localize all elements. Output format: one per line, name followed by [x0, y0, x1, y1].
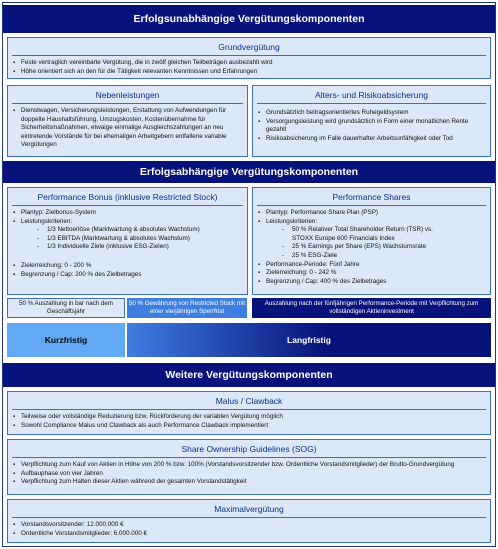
maximum-compensation-box: [7, 499, 491, 543]
list-item: ▪ Höhe orientiert sich an den für die Tätigkeit relevanten Kenntnissen und Erfahrungen: [21, 68, 486, 77]
list-item: ▪ Zielerreichung: 0 - 200 %: [21, 262, 141, 271]
list-item: ▪ Versorgungsleistung wird grundsätzlich in Form einer monatlichen Rente gezahlt: [266, 118, 486, 135]
list-item: ▪ Grundsätzlich beitragsorientiertes Ruhegeldsystem: [266, 109, 486, 118]
list-item: ▪ Verpflichtung zum Halten dieser Aktien während der gesamten Vorstandstätigkeit: [21, 478, 486, 487]
long-term-label: Langfristig: [127, 323, 491, 357]
box-title: Share Ownership Guidelines (SOG): [181, 444, 317, 454]
list-item: ▪ Begrenzung / Cap: 400 % des Zielbetrages: [266, 278, 486, 287]
short-term-label: Kurzfristig: [7, 323, 125, 357]
list-item: ▪ Begrenzung / Cap: 200 % des Zielbetrages: [21, 271, 141, 280]
section-further-header: Weitere Vergütungskomponenten: [3, 363, 495, 387]
restricted-stock-bar: 50 % Gewährung von Restricted Stock mit einer vierjährigen Sperrfrist: [127, 298, 247, 318]
box-title: Alters- und Risikoabsicherung: [315, 90, 428, 100]
base-salary-box: [7, 37, 491, 79]
performance-bonus-box: [7, 187, 248, 295]
list-item: ▪ Verpflichtung zum Kauf von Aktien in Höhe von 200 % bzw. 100% (Vorstandsvorsitzender bzw. Ordentliche Vorstandsmitglieder) der Brutto-Grundvergütung: [21, 461, 486, 470]
share-payout-bar: Auszahlung nach der fünfjährigen Performance-Periode mit Verpflichtung zum vollständigen Aktieninvestment: [252, 298, 491, 318]
list-item: ▪ Sowohl Compliance Malus und Clawback als auch Performance Clawback implementiert: [21, 422, 486, 431]
box-title: Grundvergütung: [218, 42, 280, 52]
list-subitem: - 1/3 Nettoerlöse (Marktwartung & absolutes Wachstum): [21, 226, 243, 235]
box-title: Nebenleistungen: [95, 90, 160, 100]
cash-payout-bar: 50 % Auszahlung in bar nach dem Geschäftsjahr: [7, 298, 125, 318]
list-item: ▪ Feste vertraglich vereinbarte Vergütung, die in zwölf gleichen Teilbeträgen ausbezahlt wird: [21, 59, 486, 68]
box-title: Malus / Clawback: [215, 396, 283, 406]
list-item: ▪ Leistungskriterien:: [21, 218, 243, 227]
list-item: ▪ Ordentliche Vorstandsmitglieder: 6.000.000 €: [21, 530, 486, 539]
malus-clawback-box: [7, 391, 491, 435]
fringe-benefits-box: [7, 85, 248, 157]
box-title: Performance Shares: [332, 192, 411, 202]
performance-shares-box: [252, 187, 491, 295]
list-item: ▪ Risikoabsicherung im Falle dauerhafter Arbeitsunfähigkeit oder Tod: [266, 135, 486, 144]
list-item: ▪ Plantyp: Performance Share Plan (PSP): [266, 209, 486, 218]
list-subitem: - 50 % Relativer Total Shareholder Return (TSR) vs.: [266, 226, 486, 235]
list-subitem: - 1/3 Individuelle Ziele (inklusive ESG-Zielen): [21, 243, 243, 252]
pension-box: [252, 85, 491, 157]
list-item: ▪ Aufbauphase von vier Jahren: [21, 470, 486, 479]
share-ownership-box: [7, 439, 491, 495]
box-title: Maximalvergütung: [214, 504, 284, 514]
list-subitem: - 25 % ESG-Ziele: [266, 252, 486, 261]
list-item: ▪ Leistungskriterien:: [266, 218, 486, 227]
box-title: Performance Bonus (inklusive Restricted Stock): [37, 192, 218, 202]
list-subitem-continuation: STOXX Europe 600 Financials Index: [292, 234, 395, 242]
list-item: ▪ Plantyp: Zielbonus-System: [21, 209, 243, 218]
compensation-diagram: [2, 2, 496, 547]
list-item: ▪ Vorstandsvorsitzender: 12.000.000 €: [21, 521, 486, 530]
list-item: ▪ Dienstwagen, Versicherungsleistungen, Erstattung von Aufwendungen für doppelte Haushaltsführung, Umzugskosten, Kostenübernahme für Sicherheitsmaßnahmen, etwaige einmalige Ausgleichszahlungen an neu eintretende Vorstände für bei ehemaligen Arbeitgebern entfallene variable Vergütungen: [21, 107, 243, 150]
section-dependent-header: Erfolgsabhängige Vergütungskomponenten: [3, 161, 495, 183]
list-item: ▪ Performance-Periode: Fünf Jahre: [266, 261, 486, 270]
list-item: ▪ Teilweise oder vollständige Reduzierung bzw. Rückforderung der variablen Vergütung möglich: [21, 413, 486, 422]
list-item: ▪ Zielerreichung: 0 - 242 %: [266, 269, 486, 278]
list-subitem: - 1/3 EBITDA (Marktwartung & absolutes Wachstum): [21, 235, 243, 244]
section-independent-header: Erfolgsunabhängige Vergütungskomponenten: [3, 5, 495, 33]
list-subitem: - 25 % Earnings per Share (EPS) Wachstumsrate: [266, 243, 486, 252]
